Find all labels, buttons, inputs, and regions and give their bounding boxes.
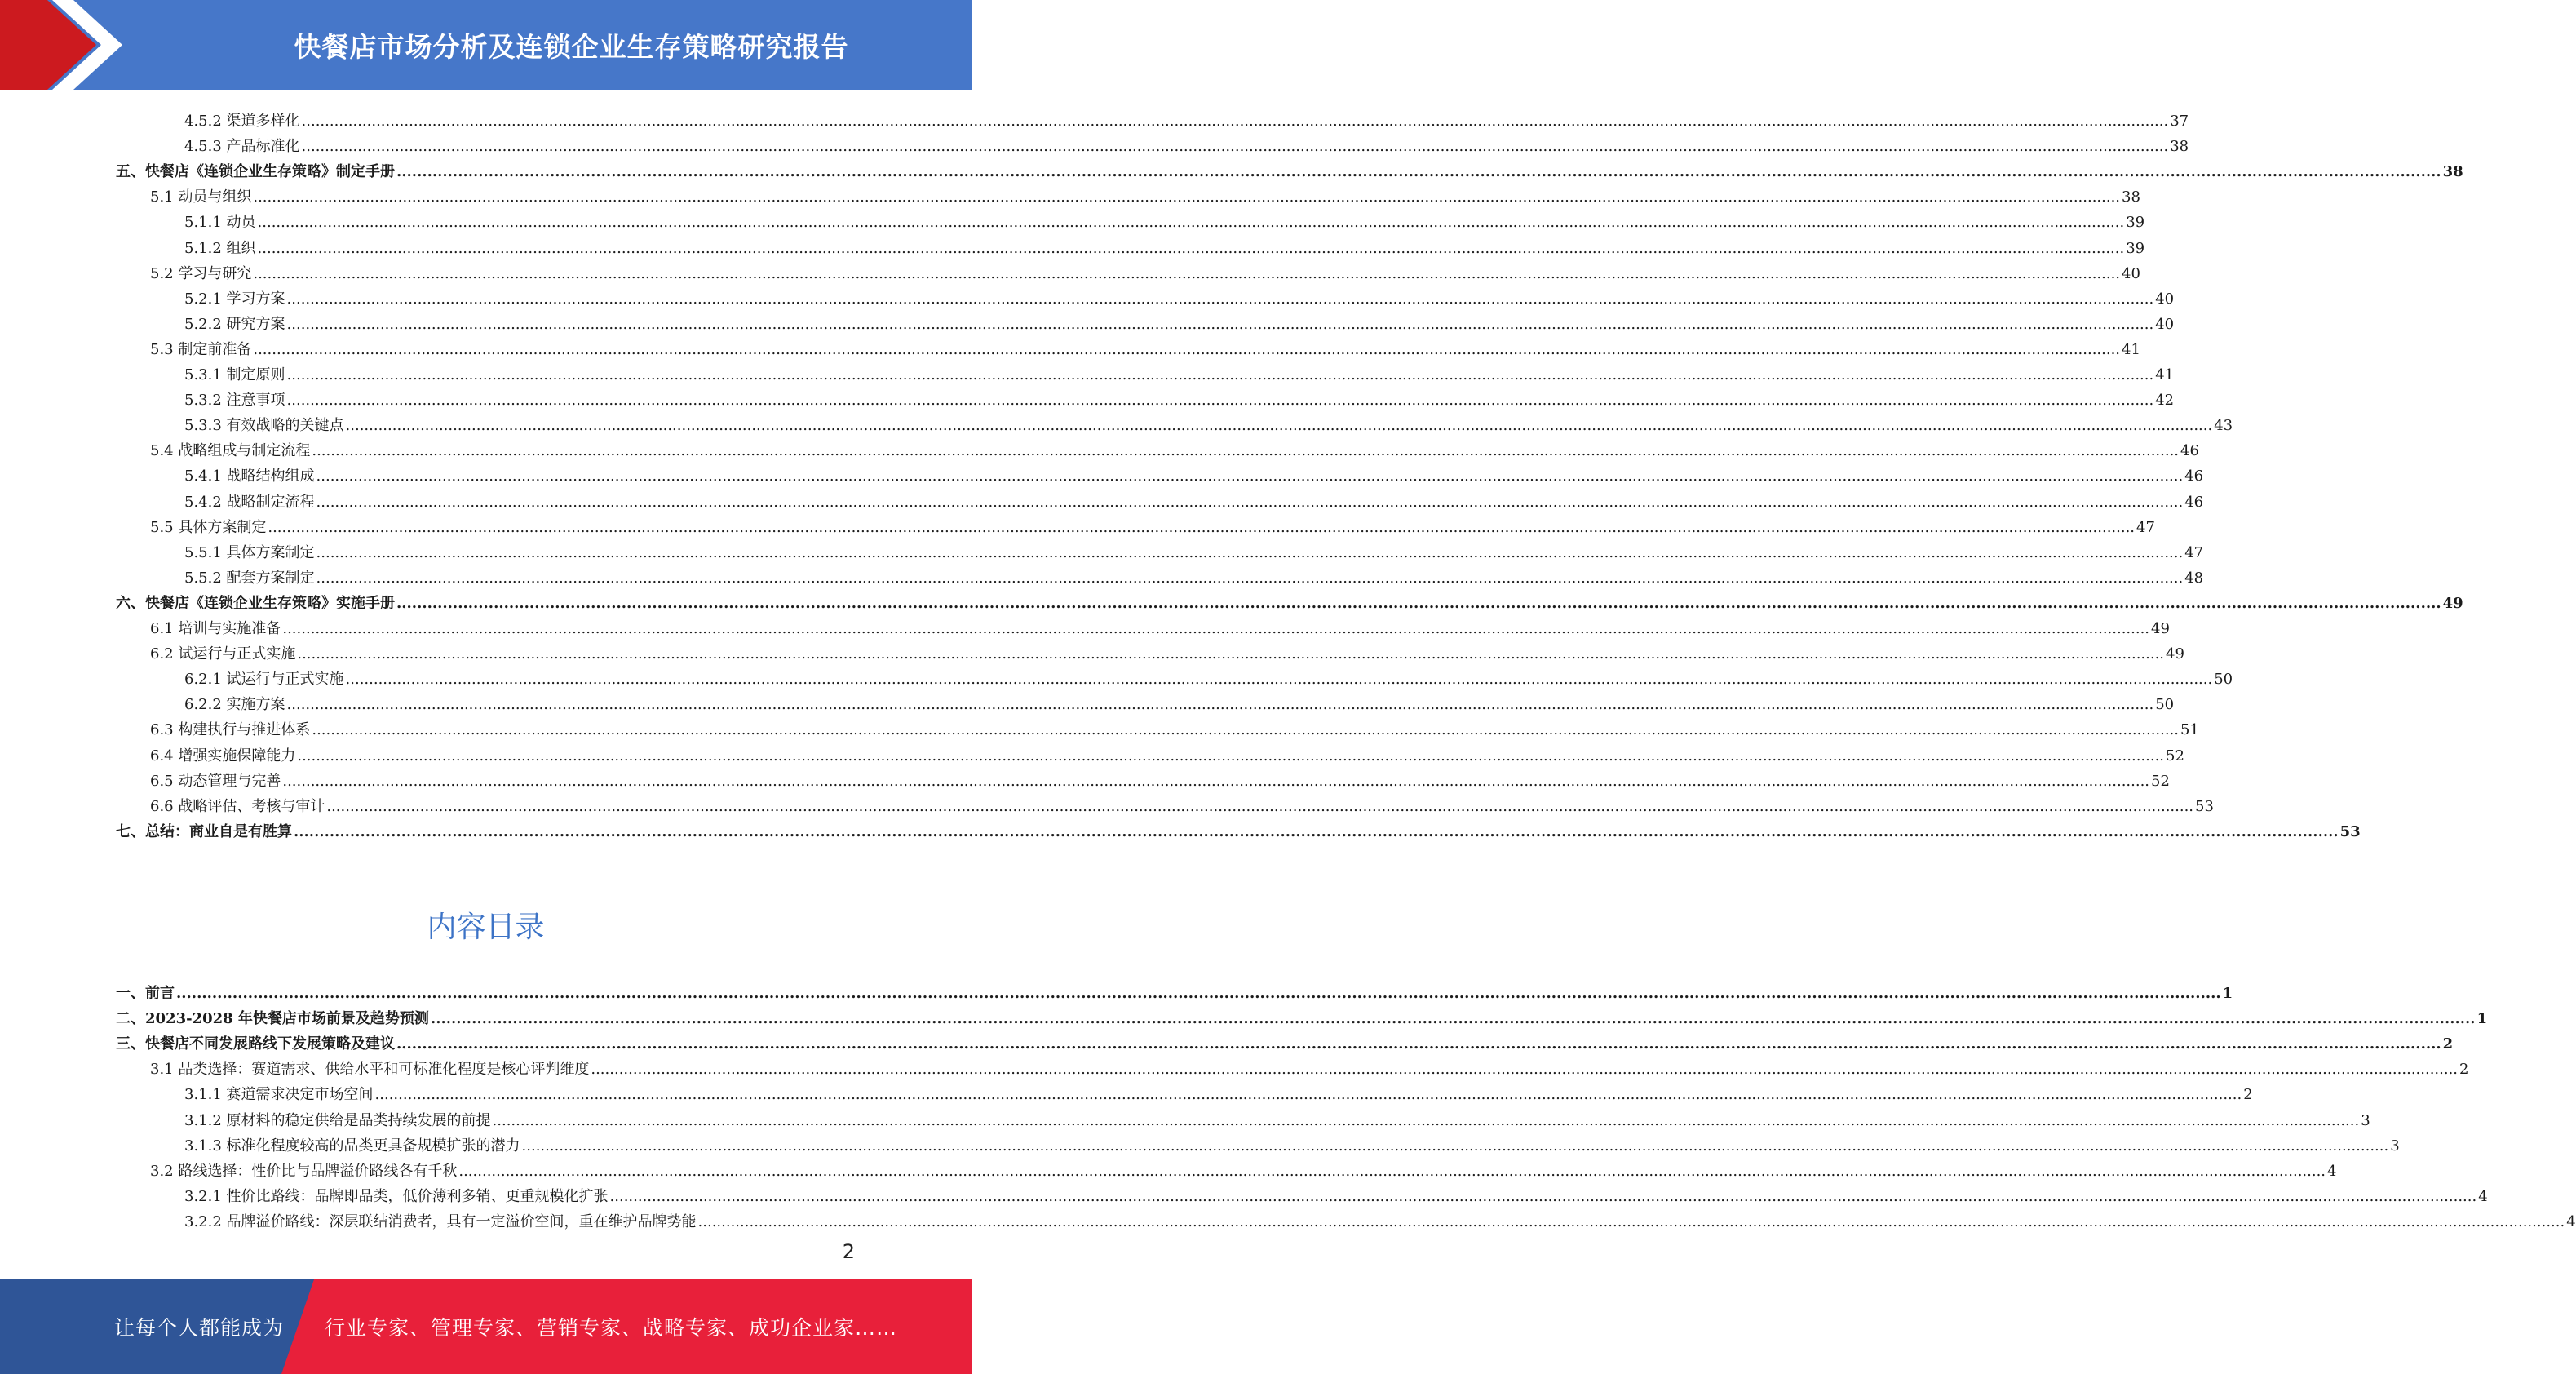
toc-entry[interactable] [184, 359, 2175, 384]
toc-entry-page: 3 [2361, 1111, 2370, 1129]
toc-entry-page: 46 [2180, 442, 2199, 460]
toc-leader-dots: ................................................................................................................................................................................................................................................................................................................................................................................................................ [312, 721, 2180, 739]
toc-leader-dots: ................................................................................................................................................................................................................................................................................................................................................................................................................ [492, 1111, 2360, 1129]
toc-leader-dots: ................................................................................................................................................................................................................................................................................................................................................................................................................ [316, 468, 2184, 485]
toc-entry[interactable] [184, 1130, 2400, 1155]
toc-entry-label: 一、前言 [116, 985, 175, 1002]
toc-entry-page: 47 [2136, 518, 2155, 536]
toc-leader-dots: ................................................................................................................................................................................................................................................................................................................................................................................................................ [430, 1010, 2476, 1028]
toc-entry-label: 5.4.2 战略制定流程 [184, 493, 315, 511]
toc-entry-page: 50 [2214, 671, 2233, 689]
toc-entry-label: 3.2.2 品牌溢价路线：深层联结消费者，具有一定溢价空间，重在维护品牌势能 [184, 1212, 697, 1230]
toc-leader-dots: ................................................................................................................................................................................................................................................................................................................................................................................................................ [286, 366, 2154, 383]
toc-entry-page: 37 [2170, 113, 2189, 130]
toc-entry-label: 5.1 动员与组织 [150, 188, 252, 206]
toc-leader-dots: ................................................................................................................................................................................................................................................................................................................................................................................................................ [609, 1187, 2477, 1205]
toc-entry-label: 5.2.1 学习方案 [184, 290, 285, 308]
header-banner [0, 0, 972, 90]
toc-entry-page: 3 [2390, 1137, 2400, 1155]
toc-entry-page: 4 [2478, 1187, 2488, 1205]
toc-entry-page: 47 [2184, 543, 2204, 561]
toc-entry[interactable] [184, 537, 2204, 562]
toc-entry-page: 42 [2155, 392, 2175, 410]
toc-entry-label: 3.1.3 标准化程度较高的品类更具备规模扩张的潜力 [184, 1137, 520, 1155]
toc-entry-label: 6.2 试运行与正式实施 [150, 645, 296, 663]
page-number: 2 [842, 1240, 855, 1263]
toc-leader-dots: ................................................................................................................................................................................................................................................................................................................................................................................................................ [297, 747, 2165, 765]
toc-leader-dots: ................................................................................................................................................................................................................................................................................................................................................................................................................ [286, 315, 2154, 333]
toc-entry-label: 6.6 战略评估、考核与审计 [150, 797, 325, 815]
toc-leader-dots: ................................................................................................................................................................................................................................................................................................................................................................................................................ [326, 797, 2194, 815]
toc-entry-label: 6.2.1 试运行与正式实施 [184, 671, 344, 689]
toc-entry[interactable] [184, 410, 2233, 435]
toc-entry-label: 5.3.2 注意事项 [184, 392, 285, 410]
toc-entry-label: 六、快餐店《连锁企业生存策略》实施手册 [116, 594, 395, 612]
toc-entry-page: 4 [2566, 1212, 2576, 1230]
section-heading: 内容目录 [427, 911, 545, 944]
toc-entry[interactable] [150, 258, 2140, 283]
toc-entry[interactable] [116, 816, 2361, 841]
toc-entry-page: 53 [2195, 797, 2214, 815]
toc-entry[interactable] [184, 206, 2145, 232]
toc-entry-label: 3.1.1 赛道需求决定市场空间 [184, 1086, 374, 1104]
toc-entry-page: 2 [2459, 1061, 2469, 1079]
toc-leader-dots: ................................................................................................................................................................................................................................................................................................................................................................................................................ [396, 594, 2441, 612]
footer-slogan-left: 让每个人都能成为 [114, 1316, 285, 1340]
toc-entry[interactable] [116, 587, 2463, 613]
toc-entry-page: 49 [2151, 620, 2170, 637]
toc-entry-label: 5.2.2 研究方案 [184, 315, 285, 333]
toc-entry-page: 4 [2327, 1162, 2337, 1180]
toc-entry-label: 5.4 战略组成与制定流程 [150, 442, 311, 460]
toc-entry[interactable] [150, 334, 2140, 359]
toc-entry[interactable] [184, 1079, 2253, 1104]
toc-leader-dots: ................................................................................................................................................................................................................................................................................................................................................................................................................ [257, 214, 2125, 232]
toc-entry-label: 三、快餐店不同发展路线下发展策略及建议 [116, 1035, 395, 1053]
toc-entry[interactable] [184, 283, 2175, 308]
footer-slogan-right: 行业专家、管理专家、营销专家、战略专家、成功企业家…… [325, 1316, 898, 1340]
toc-entry-label: 6.5 动态管理与完善 [150, 772, 281, 790]
toc-entry-page: 40 [2122, 264, 2140, 282]
toc-entry[interactable] [116, 1028, 2454, 1053]
toc-entry-label: 6.1 培训与实施准备 [150, 620, 281, 637]
toc-entry-label: 5.1.2 组织 [184, 239, 256, 257]
toc-entry[interactable] [116, 977, 2233, 1003]
toc-entry[interactable] [150, 512, 2155, 537]
toc-entry-label: 4.5.3 产品标准化 [184, 138, 300, 156]
toc-entry-label: 七、总结：商业自是有胜算 [116, 822, 292, 840]
toc-entry-page: 2 [2243, 1086, 2253, 1104]
toc-entry[interactable] [150, 1053, 2469, 1079]
toc-entry-page: 48 [2184, 569, 2204, 587]
toc-entry-label: 6.2.2 实施方案 [184, 696, 285, 714]
toc-leader-dots: ................................................................................................................................................................................................................................................................................................................................................................................................................ [345, 671, 2213, 689]
toc-leader-dots: ................................................................................................................................................................................................................................................................................................................................................................................................................ [458, 1162, 2326, 1180]
toc-entry[interactable] [116, 1003, 2488, 1028]
toc-entry-label: 3.2.1 性价比路线：品牌即品类，低价薄利多销、更重规模化扩张 [184, 1187, 609, 1205]
toc-entry-label: 3.1 品类选择：赛道需求、供给水平和可标准化程度是核心评判维度 [150, 1061, 590, 1079]
toc-entry[interactable] [184, 689, 2175, 714]
toc-entry-page: 46 [2184, 493, 2204, 511]
toc-entry[interactable] [150, 435, 2199, 460]
toc-leader-dots: ................................................................................................................................................................................................................................................................................................................................................................................................................ [282, 772, 2150, 790]
toc-leader-dots: ................................................................................................................................................................................................................................................................................................................................................................................................................ [316, 543, 2184, 561]
toc-entry[interactable] [184, 1206, 2576, 1231]
toc-entry-label: 5.3 制定前准备 [150, 340, 252, 358]
toc-leader-dots: ................................................................................................................................................................................................................................................................................................................................................................................................................ [374, 1086, 2242, 1104]
toc-entry-label: 5.4.1 战略结构组成 [184, 468, 315, 485]
toc-entry-page: 38 [2170, 138, 2189, 156]
toc-entry-label: 5.5 具体方案制定 [150, 518, 267, 536]
toc-leader-dots: ................................................................................................................................................................................................................................................................................................................................................................................................................ [294, 822, 2339, 840]
toc-leader-dots: ................................................................................................................................................................................................................................................................................................................................................................................................................ [253, 188, 2121, 206]
toc-entry-page: 43 [2214, 417, 2233, 435]
toc-entry-label: 五、快餐店《连锁企业生存策略》制定手册 [116, 163, 395, 181]
toc-entry-label: 3.2 路线选择：性价比与品牌溢价路线各有千秋 [150, 1162, 458, 1180]
toc-entry-page: 40 [2155, 290, 2175, 308]
toc-entry-label: 4.5.2 渠道多样化 [184, 113, 300, 130]
toc-leader-dots: ................................................................................................................................................................................................................................................................................................................................................................................................................ [286, 392, 2154, 410]
toc-entry-page: 50 [2155, 696, 2175, 714]
toc-entry-label: 5.2 学习与研究 [150, 264, 252, 282]
toc-leader-dots: ................................................................................................................................................................................................................................................................................................................................................................................................................ [257, 239, 2125, 257]
toc-entry[interactable] [184, 1105, 2370, 1130]
toc-entry-label: 5.3.1 制定原则 [184, 366, 285, 383]
toc-entry-page: 40 [2155, 315, 2175, 333]
toc-entry-page: 38 [2122, 188, 2140, 206]
toc-entry[interactable] [150, 791, 2214, 816]
toc-leader-dots: ................................................................................................................................................................................................................................................................................................................................................................................................................ [591, 1061, 2459, 1079]
toc-leader-dots: ................................................................................................................................................................................................................................................................................................................................................................................................................ [521, 1137, 2389, 1155]
report-title: 快餐店市场分析及连锁企业生存策略研究报告 [294, 30, 849, 63]
toc-entry-page: 38 [2442, 163, 2463, 181]
toc-entry-label: 6.3 构建执行与推进体系 [150, 721, 311, 739]
toc-entry[interactable] [184, 562, 2204, 587]
toc-entry-page: 1 [2222, 985, 2233, 1002]
toc-leader-dots: ................................................................................................................................................................................................................................................................................................................................................................................................................ [253, 340, 2121, 358]
toc-entry[interactable] [184, 384, 2175, 410]
toc-entry-page: 41 [2122, 340, 2140, 358]
toc-entry-label: 二、2023-2028 年快餐店市场前景及趋势预测 [116, 1010, 429, 1028]
toc-entry-page: 46 [2184, 468, 2204, 485]
toc-entry-page: 49 [2442, 594, 2463, 612]
toc-leader-dots: ................................................................................................................................................................................................................................................................................................................................................................................................................ [345, 417, 2213, 435]
toc-entry[interactable] [150, 714, 2199, 739]
toc-leader-dots: ................................................................................................................................................................................................................................................................................................................................................................................................................ [312, 442, 2180, 460]
toc-leader-dots: ................................................................................................................................................................................................................................................................................................................................................................................................................ [301, 138, 2169, 156]
toc-entry[interactable] [150, 613, 2170, 638]
toc-leader-dots: ................................................................................................................................................................................................................................................................................................................................................................................................................ [282, 620, 2150, 637]
toc-entry-page: 41 [2155, 366, 2175, 383]
toc-leader-dots: ................................................................................................................................................................................................................................................................................................................................................................................................................ [268, 518, 2136, 536]
toc-entry-label: 5.5.1 具体方案制定 [184, 543, 315, 561]
toc-leader-dots: ................................................................................................................................................................................................................................................................................................................................................................................................................ [176, 985, 2221, 1002]
toc-entry[interactable] [184, 460, 2204, 485]
toc-entry-page: 51 [2180, 721, 2199, 739]
toc-entry-label: 5.1.1 动员 [184, 214, 256, 232]
toc-entry[interactable] [150, 638, 2184, 663]
toc-entry[interactable] [184, 233, 2145, 258]
toc-entry[interactable] [184, 308, 2175, 334]
toc-entry[interactable] [150, 765, 2170, 791]
footer-banner [0, 1279, 972, 1374]
toc-leader-dots: ................................................................................................................................................................................................................................................................................................................................................................................................................ [286, 696, 2154, 714]
toc-leader-dots: ................................................................................................................................................................................................................................................................................................................................................................................................................ [396, 163, 2441, 181]
toc-entry-page: 49 [2166, 645, 2184, 663]
toc-entry-label: 3.1.2 原材料的稳定供给是品类持续发展的前提 [184, 1111, 491, 1129]
toc-leader-dots: ................................................................................................................................................................................................................................................................................................................................................................................................................ [297, 645, 2165, 663]
toc-entry-page: 39 [2126, 239, 2145, 257]
toc-entry[interactable] [184, 105, 2189, 131]
toc-leader-dots: ................................................................................................................................................................................................................................................................................................................................................................................................................ [316, 493, 2184, 511]
toc-leader-dots: ................................................................................................................................................................................................................................................................................................................................................................................................................ [301, 113, 2169, 130]
toc-entry-label: 6.4 增强实施保障能力 [150, 747, 296, 765]
toc-entry-page: 2 [2442, 1035, 2454, 1053]
toc-entry-page: 52 [2151, 772, 2170, 790]
toc-leader-dots: ................................................................................................................................................................................................................................................................................................................................................................................................................ [697, 1212, 2565, 1230]
toc-leader-dots: ................................................................................................................................................................................................................................................................................................................................................................................................................ [396, 1035, 2441, 1053]
toc-entry[interactable] [150, 1155, 2337, 1181]
toc-entry-label: 5.3.3 有效战略的关键点 [184, 417, 344, 435]
toc-entry[interactable] [184, 663, 2233, 689]
toc-entry-page: 39 [2126, 214, 2145, 232]
toc-entry[interactable] [184, 131, 2189, 156]
toc-entry-label: 5.5.2 配套方案制定 [184, 569, 315, 587]
toc-entry[interactable] [116, 156, 2463, 181]
toc-entry[interactable] [184, 1181, 2488, 1206]
toc-entry[interactable] [150, 181, 2140, 206]
toc-entry[interactable] [150, 740, 2184, 765]
toc-entry-page: 53 [2339, 822, 2361, 840]
toc-leader-dots: ................................................................................................................................................................................................................................................................................................................................................................................................................ [286, 290, 2154, 308]
toc-entry-page: 1 [2476, 1010, 2488, 1028]
toc-leader-dots: ................................................................................................................................................................................................................................................................................................................................................................................................................ [253, 264, 2121, 282]
toc-entry-page: 52 [2166, 747, 2184, 765]
toc-entry[interactable] [184, 486, 2204, 512]
toc-leader-dots: ................................................................................................................................................................................................................................................................................................................................................................................................................ [316, 569, 2184, 587]
